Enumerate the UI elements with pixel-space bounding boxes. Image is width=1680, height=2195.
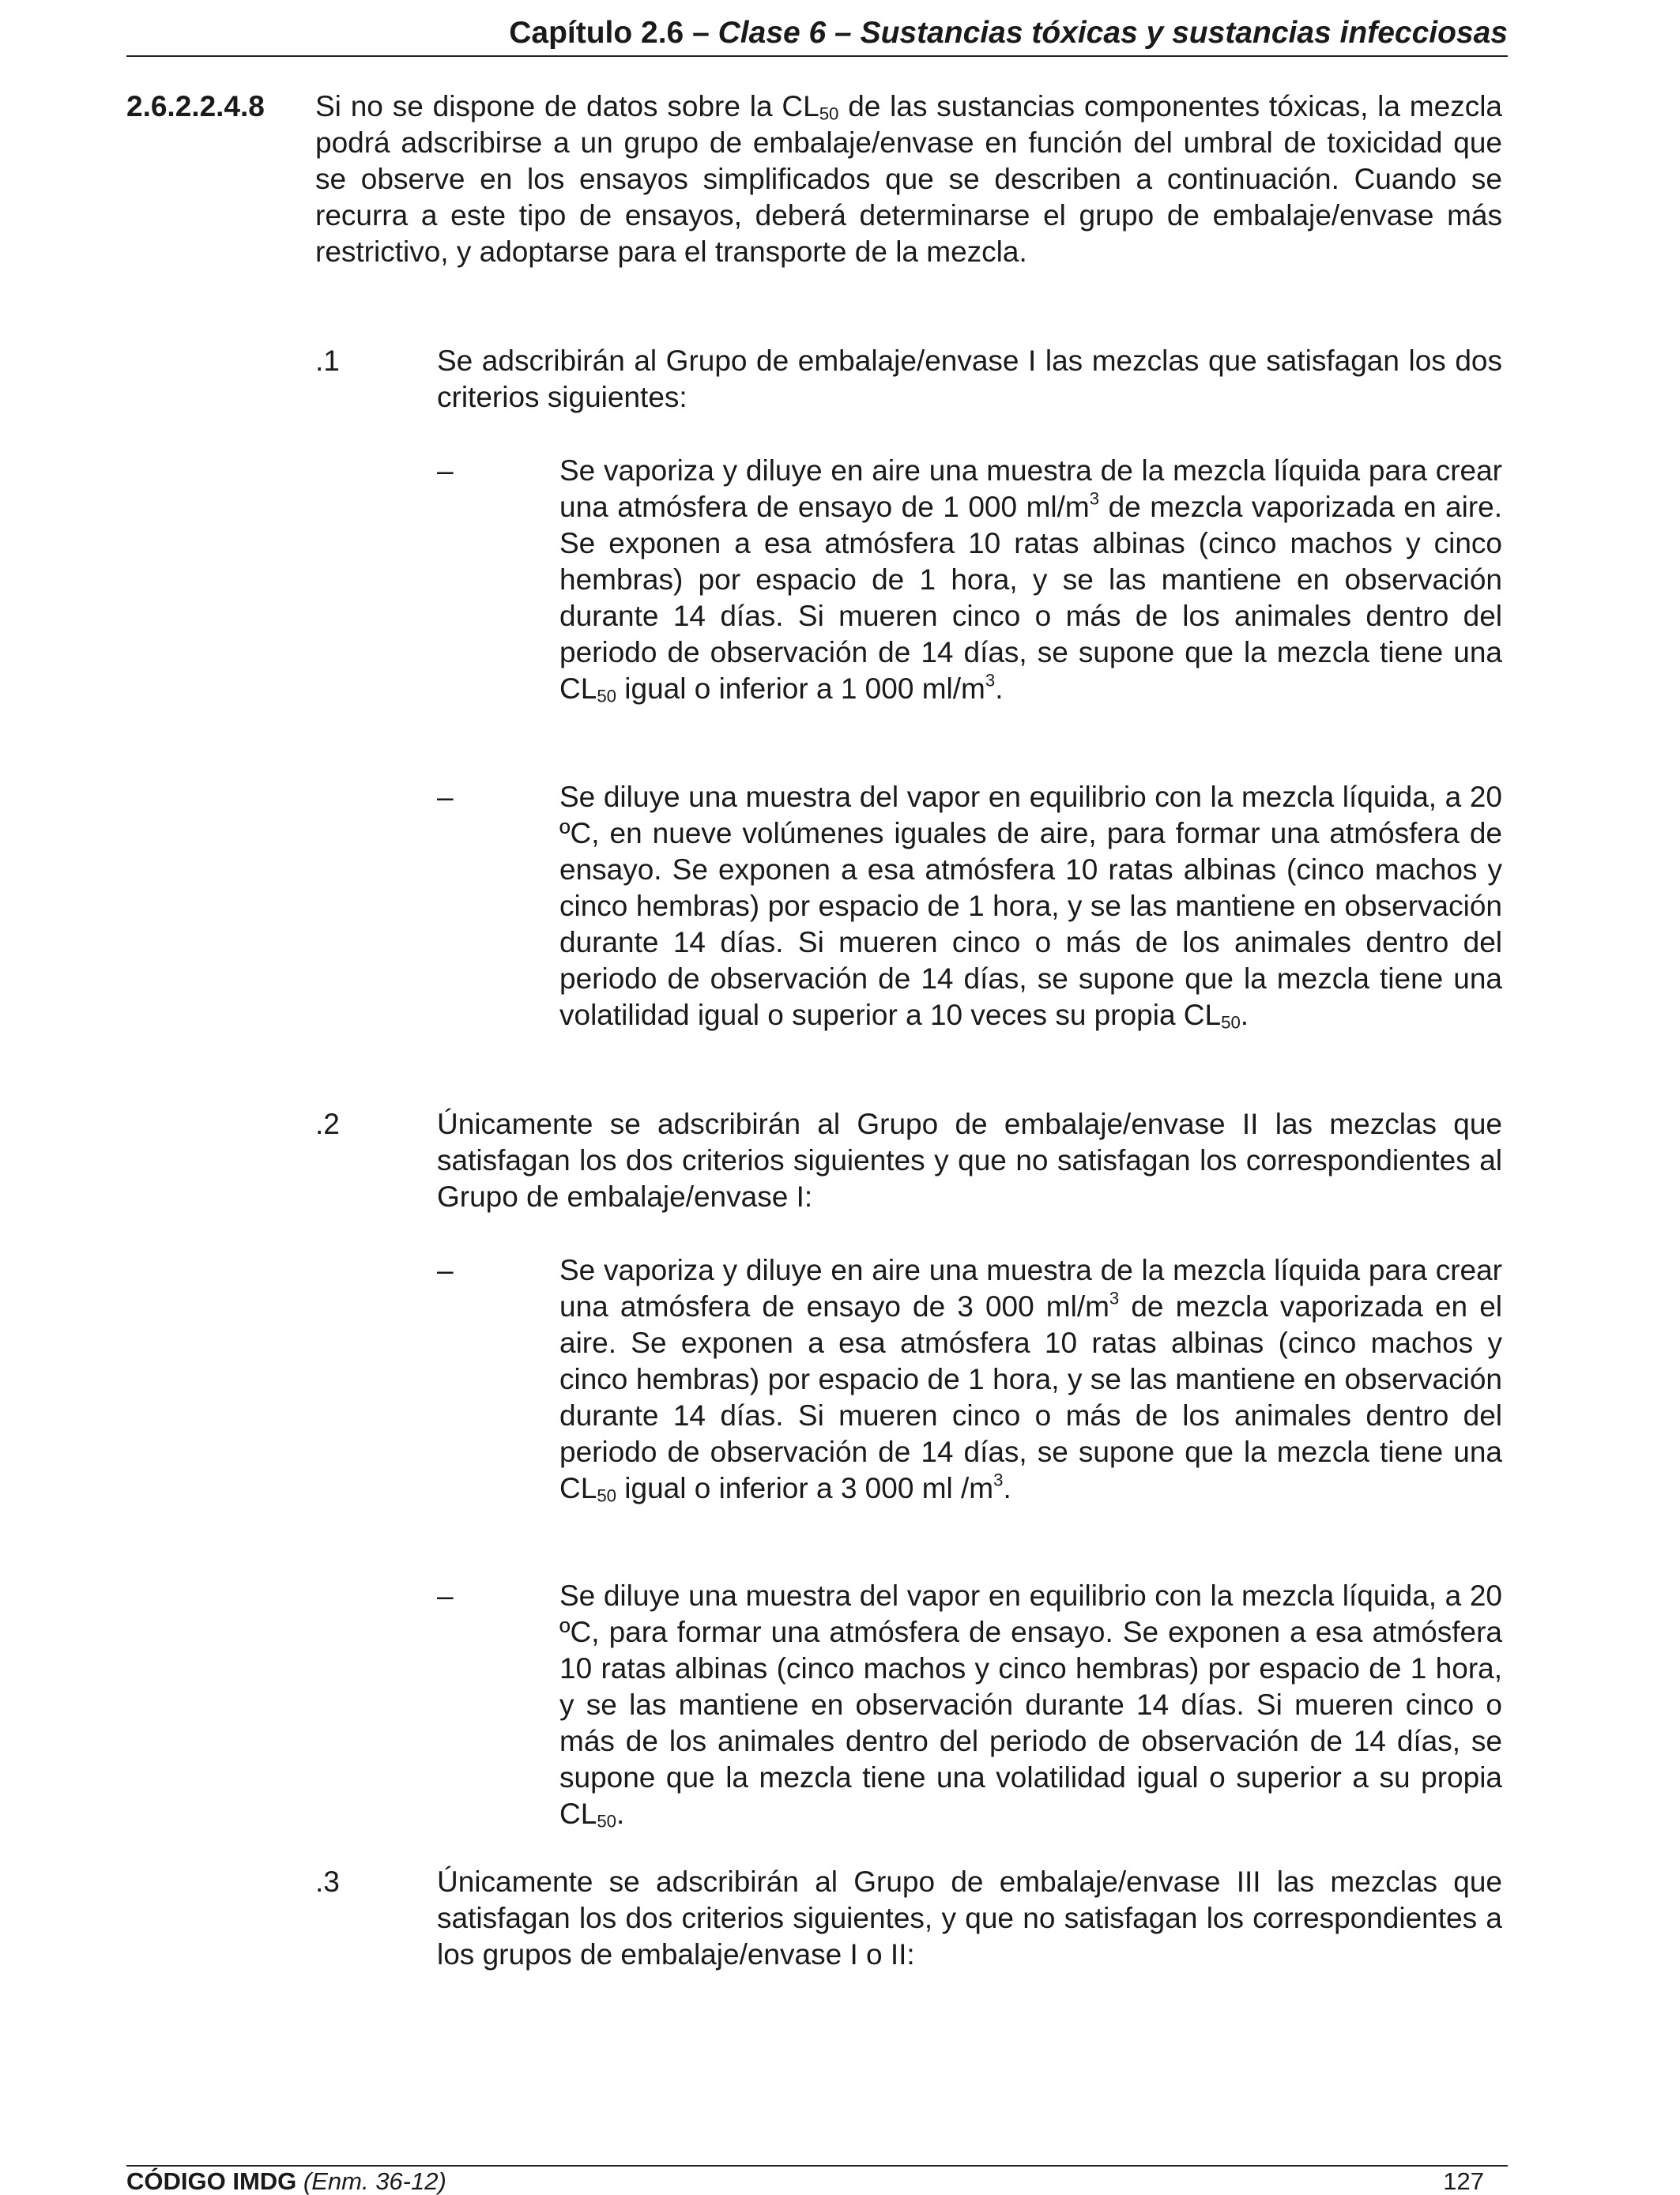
item-1-paragraph: Se adscribirán al Grupo de embalaje/envase I las mezclas que satisfagan los dos criterios siguientes: bbox=[437, 344, 1502, 413]
footer-code: CÓDIGO IMDG (Enm. 36-12) bbox=[126, 2167, 446, 2195]
item-2-paragraph: Únicamente se adscribirán al Grupo de embalaje/envase II las mezclas que satisfagan los dos criterios siguientes y que no satisfagan los correspondientes al Grupo de embalaje/envase I: bbox=[437, 1108, 1502, 1213]
running-footer bbox=[126, 2165, 1508, 2195]
item-2-dash-1-mark: – bbox=[437, 1254, 454, 1286]
item-1-dash-1-mark: – bbox=[437, 454, 454, 487]
item-2-number: .2 bbox=[315, 1108, 340, 1140]
item-3-number: .3 bbox=[315, 1866, 340, 1898]
item-2-criterion-2: Se diluye una muestra del vapor en equilibrio con la mezcla líquida, a 20 ºC, para formar una atmósfera de ensayo. Se exponen a esa atmósfera 10 ratas albinas (cinco machos y cinco hembras) por espacio de 1 hora, y se las mantiene en observación durante 14 días. Si mueren cinco o más de los animales dentro del periodo de observación de 14 días, se supone que la mezcla tiene una volatilidad igual o superior a su propia $CL_{50}$. bbox=[559, 1579, 1502, 1832]
item-1-number: .1 bbox=[315, 344, 340, 377]
item-2-dash-2-mark: – bbox=[437, 1579, 454, 1612]
section-number: 2.6.2.2.4.8 bbox=[126, 90, 265, 122]
item-1-criterion-2: Se diluye una muestra del vapor en equilibrio con la mezcla líquida, a 20 ºC, en nueve volúmenes iguales de aire, para formar una atmósfera de ensayo. Se exponen a esa atmósfera 10 ratas albinas (cinco machos y cinco hembras) por espacio de 1 hora, y se las mantiene en observación durante 14 días. Si mueren cinco o más de los animales dentro del periodo de observación de 14 días, se supone que la mezcla tiene una volatilidad igual o superior a 10 veces su propia $CL_{50}$. bbox=[559, 781, 1502, 1033]
item-2-criterion-1: Se vaporiza y diluye en aire una muestra de la mezcla líquida para crear una atmósfera de ensayo de 3 000 $ml/m^3$ de mezcla vaporizada en el aire. Se exponen a esa atmósfera 10 ratas albinas (cinco machos y cinco hembras) por espacio de 1 hora, y se las mantiene en observación durante 14 días. Si mueren cinco o más de los animales dentro del periodo de observación de 14 días, se supone que la mezcla tiene una $CL_{50}$ igual o inferior a 3 000 ml $/m^3$. bbox=[559, 1254, 1502, 1506]
item-1-criterion-1: Se vaporiza y diluye en aire una muestra de la mezcla líquida para crear una atmósfera de ensayo de 1 000 $ml/m^3$ de mezcla vaporizada en aire. Se exponen a esa atmósfera 10 ratas albinas (cinco machos y cinco hembras) por espacio de 1 hora, y se las mantiene en observación durante 14 días. Si mueren cinco o más de los animales dentro del periodo de observación de 14 días, se supone que la mezcla tiene una $CL_{50}$ igual o inferior a 1 000 $ml/m^3$. bbox=[559, 454, 1502, 706]
section-paragraph: Si no se dispone de datos sobre la $CL_{50}$ de las sustancias componentes tóxicas, la mezcla podrá adscribirse a un grupo de embalaje/envase en función del umbral de toxicidad que se observe en los ensayos simplificados que se describen a continuación. Cuando se recurra a este tipo de ensayos, deberá determinarse el grupo de embalaje/envase más restrictivo, y adoptarse para el transporte de la mezcla. bbox=[315, 90, 1503, 268]
running-header bbox=[126, 11, 1508, 57]
page-number: 127 bbox=[1443, 2167, 1484, 2195]
item-1-dash-2-mark: – bbox=[437, 781, 454, 813]
chapter-label: Capítulo 2.6 – bbox=[509, 16, 718, 50]
item-3-paragraph: Únicamente se adscribirán al Grupo de embalaje/envase III las mezclas que satisfagan los dos criterios siguientes, y que no satisfagan los correspondientes a los grupos de embalaje/envase I o II: bbox=[437, 1866, 1502, 1971]
class-title: Clase 6 – Sustancias tóxicas y sustancias infecciosas bbox=[718, 16, 1508, 50]
